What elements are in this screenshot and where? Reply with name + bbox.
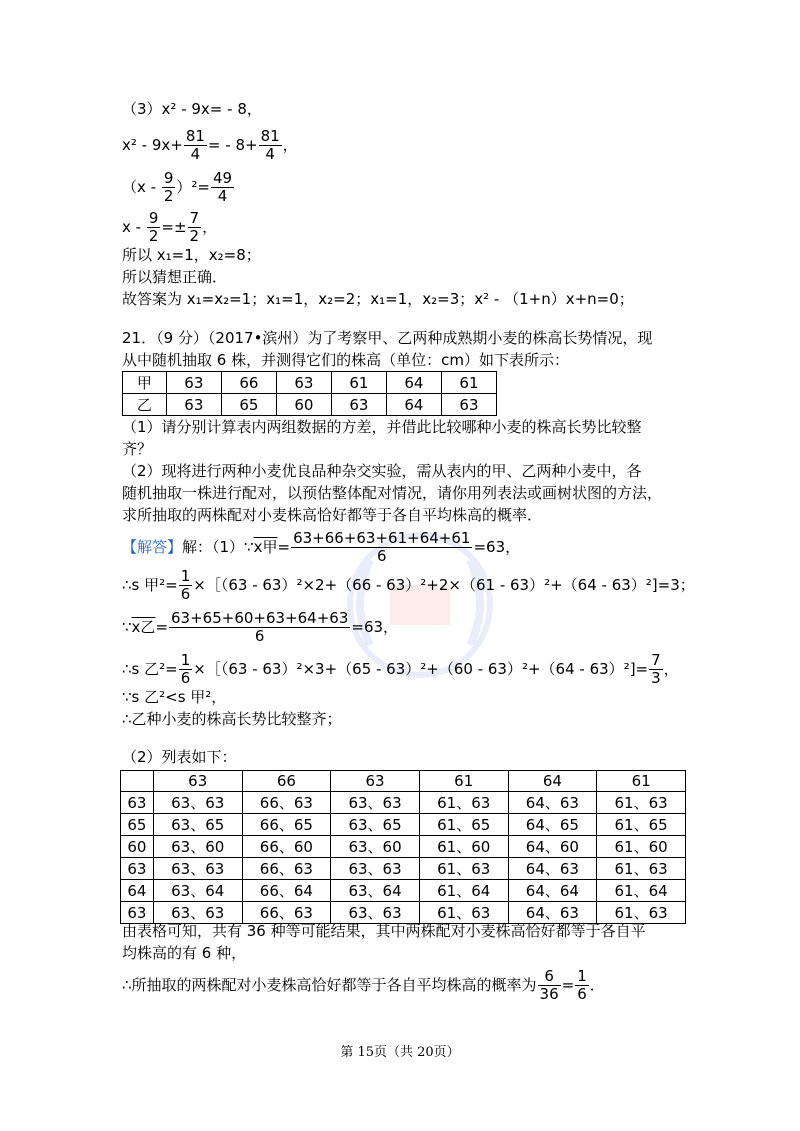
table-cell: 63 [331, 771, 420, 792]
table-cell: 63 [121, 858, 154, 880]
fraction: $\frac{81}{4}$ [260, 127, 280, 163]
table-cell: 66 [221, 372, 276, 394]
conclusion-line-2: 均株高的有 6 种， [122, 944, 247, 962]
eq-line-2: x² - 9x+ $\frac{81}{4}$ = - 8+ $\frac{81}{4}$ ， [122, 127, 298, 163]
table-row [121, 836, 686, 858]
answer-line-4: ∴s 乙²= $\frac{1}{6}$ ×［（63 - 63）²×3+（65 - 63）²+（60 - 63）²+（64 - 63）²]= $\frac{7}{3}$ ， [122, 651, 679, 687]
table-cell: 60 [276, 394, 331, 416]
table-cell: 63、63 [153, 792, 242, 814]
fraction: $\frac{9}{2}$ [163, 169, 174, 205]
table-cell: 63 [121, 902, 154, 924]
answer-tag: 【解答】 [122, 538, 183, 556]
table-cell: 61 [419, 771, 508, 792]
eq-line-7: 故答案为 x₁=x₂=1；x₁=1，x₂=2；x₁=1，x₂=3；x² - （1+n）x+n=0； [122, 290, 634, 308]
table-header-row [121, 771, 686, 792]
fraction: $\frac{9}{2}$ [148, 209, 159, 245]
table-cell: 64 [508, 771, 597, 792]
table-row [121, 792, 686, 814]
table-cell: 61、63 [419, 792, 508, 814]
table-cell: 66、63 [242, 902, 331, 924]
answer-line-6: ∴乙种小麦的株高长势比较整齐； [122, 710, 342, 728]
table-cell: 61 [331, 372, 386, 394]
table-cell: 63、64 [331, 880, 420, 902]
q21-sub2-line-2: 随机抽取一株进行配对，以预估整体配对情况，请你用列表法或画树状图的方法， [122, 484, 663, 502]
table-cell: 63 [276, 372, 331, 394]
table-row [121, 814, 686, 836]
answer-line-3: ∵x乙= $\frac{63+65+60+63+64+63}{6}$ =63， [122, 609, 399, 645]
table-cell: 61、65 [597, 814, 686, 836]
table-cell: 66、65 [242, 814, 331, 836]
table-row [121, 880, 686, 902]
table-cell: 63、64 [153, 880, 242, 902]
table-cell [121, 771, 154, 792]
table-cell: 61、64 [419, 880, 508, 902]
table-cell: 63、63 [153, 858, 242, 880]
table-cell: 61、63 [597, 902, 686, 924]
table-cell: 63 [166, 394, 221, 416]
table-cell: 60 [121, 836, 154, 858]
table-cell: 61 [441, 372, 496, 394]
table-row [123, 372, 497, 394]
table-cell: 65 [221, 394, 276, 416]
table-cell: 61、63 [419, 902, 508, 924]
table-cell: 63 [441, 394, 496, 416]
q21-line-1: 21．（9 分）（2017•滨州）为了考察甲、乙两种成熟期小麦的株高长势情况，现 [122, 329, 653, 347]
table-cell: 63 [153, 771, 242, 792]
table-cell: 63 [166, 372, 221, 394]
table-row [121, 858, 686, 880]
table-cell: 61、60 [419, 836, 508, 858]
table-cell: 64 [386, 394, 441, 416]
fraction: $\frac{63+66+63+61+64+61}{6}$ [293, 529, 471, 565]
table-cell: 64、65 [508, 814, 597, 836]
pairing-table [120, 770, 686, 924]
fraction: $\frac{7}{3}$ [651, 651, 661, 687]
page-footer: 第 15页（共 20页） [340, 1045, 460, 1060]
table-cell: 66、63 [242, 858, 331, 880]
fraction: $\frac{63+65+60+63+64+63}{6}$ [171, 609, 349, 645]
table-cell: 甲 [123, 372, 167, 394]
table-cell: 61、63 [597, 792, 686, 814]
table-cell: 61、64 [597, 880, 686, 902]
answer-line-7: （2）列表如下： [122, 748, 237, 766]
table-cell: 61、60 [597, 836, 686, 858]
table-cell: 61 [597, 771, 686, 792]
table-cell: 63、63 [331, 902, 420, 924]
table-cell: 63、63 [153, 902, 242, 924]
table-cell: 64 [386, 372, 441, 394]
table-cell: 63、65 [331, 814, 420, 836]
table-row [123, 394, 497, 416]
fraction: $\frac{6}{36}$ [539, 967, 559, 1003]
table-cell: 63、63 [331, 792, 420, 814]
answer-line-2: ∴s 甲²= $\frac{1}{6}$ ×［（63 - 63）²×2+（66 - 63）²+2×（61 - 63）²+（64 - 63）²]=3； [122, 567, 695, 603]
table-cell: 64、60 [508, 836, 597, 858]
answer-line-1: 【解答】解：（1）∵x甲= $\frac{63+66+63+61+64+61}{6}$ =63， [122, 529, 521, 565]
q21-sub1-line-2: 齐？ [122, 440, 153, 458]
table-cell: 63、60 [153, 836, 242, 858]
fraction: $\frac{1}{6}$ [180, 651, 191, 687]
table-cell: 61、65 [419, 814, 508, 836]
q21-line-2: 从中随机抽取 6 株，并测得它们的株高（单位：cm）如下表所示： [122, 351, 569, 369]
table-cell: 乙 [123, 394, 167, 416]
table-cell: 63、65 [153, 814, 242, 836]
table-cell: 64、64 [508, 880, 597, 902]
eq-line-6: 所以猜想正确． [122, 268, 228, 286]
conclusion-line-3: ∴所抽取的两株配对小麦株高恰好都等于各自平均株高的概率为 $\frac{6}{36}$ = $\frac{1}{6}$ ． [122, 967, 605, 1003]
fraction: $\frac{49}{4}$ [212, 169, 233, 205]
fraction: $\frac{1}{6}$ [577, 967, 587, 1003]
wheat-height-table [122, 371, 497, 416]
table-cell: 66、64 [242, 880, 331, 902]
table-cell: 63、63 [331, 858, 420, 880]
table-cell: 61、63 [597, 858, 686, 880]
answer-line-5: ∵s 乙²<s 甲²， [122, 688, 227, 706]
table-cell: 65 [121, 814, 154, 836]
eq-line-3: （x - $\frac{9}{2}$ ）²= $\frac{49}{4}$ [122, 169, 233, 205]
table-cell: 64、63 [508, 792, 597, 814]
table-cell: 63、60 [331, 836, 420, 858]
eq-line-4: x - $\frac{9}{2}$ =± $\frac{7}{2}$ ， [122, 209, 218, 245]
eq-line-5: 所以 x₁=1，x₂=8； [122, 246, 261, 264]
table-cell: 64 [121, 880, 154, 902]
table-cell: 64、63 [508, 858, 597, 880]
q21-sub2-line-1: （2）现将进行两种小麦优良品种杂交实验，需从表内的甲、乙两种小麦中，各 [122, 462, 642, 480]
table-cell: 63 [121, 792, 154, 814]
fraction: $\frac{81}{4}$ [185, 127, 205, 163]
table-cell: 64、63 [508, 902, 597, 924]
table-cell: 63 [331, 394, 386, 416]
fraction: $\frac{7}{2}$ [189, 209, 200, 245]
table-cell: 66 [242, 771, 331, 792]
q21-sub1-line-1: （1）请分别计算表内两组数据的方差，并借此比较哪种小麦的株高长势比较整 [122, 418, 642, 436]
eq-line-1: （3）x² - 9x= - 8， [122, 100, 262, 118]
q21-sub2-line-3: 求所抽取的两株配对小麦株高恰好都等于各自平均株高的概率． [122, 506, 543, 524]
table-cell: 66、60 [242, 836, 331, 858]
conclusion-line-1: 由表格可知，共有 36 种等可能结果，其中两株配对小麦株高恰好都等于各自平 [122, 922, 646, 940]
fraction: $\frac{1}{6}$ [180, 567, 191, 603]
table-cell: 61、63 [419, 858, 508, 880]
table-cell: 66、63 [242, 792, 331, 814]
